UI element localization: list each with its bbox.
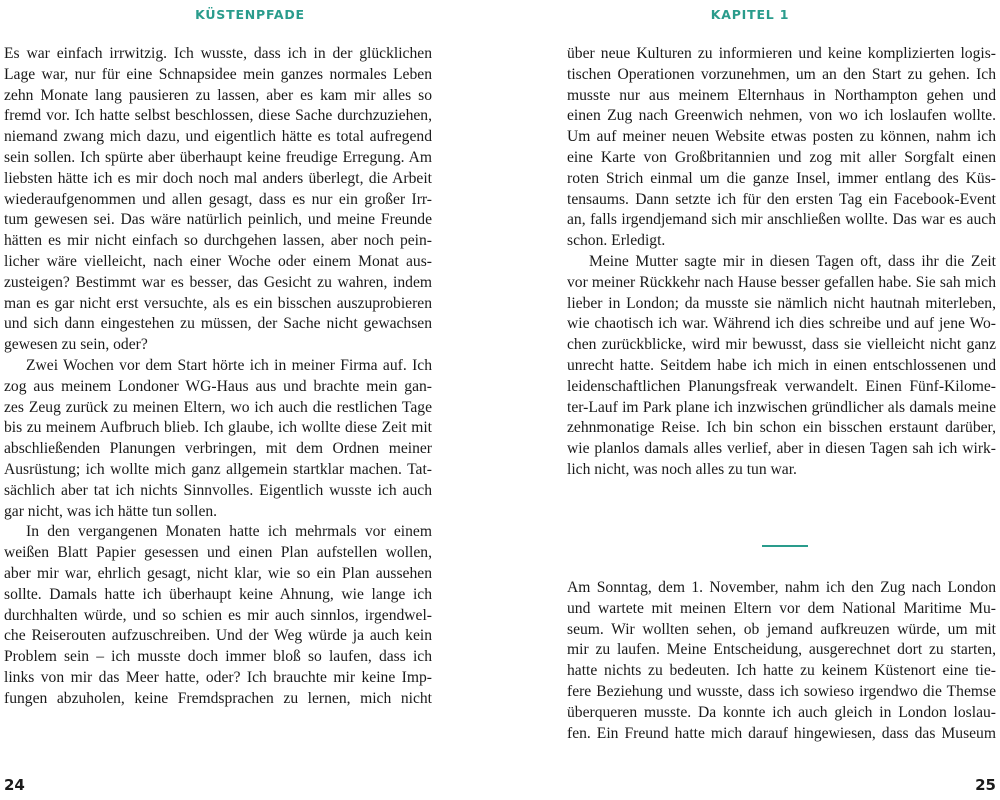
text-line: unrecht hatte. Seitdem habe ich mich in einen entschlossenen und <box>567 356 996 374</box>
text-line: musste nur aus meinem Elternhaus in Northampton gehen und <box>567 86 996 104</box>
text-line: zusteigen? Bestimmt war es besser, das Gesicht zu wahren, indem <box>4 273 432 291</box>
left-page-text <box>4 44 432 710</box>
text-line: Am Sonntag, dem 1. November, nahm ich den Zug nach London <box>567 579 996 596</box>
text-line: hatte nichts zu bedeuten. Ich hatte zu keinem Küstenort eine tie- <box>567 662 996 680</box>
text-line: mir zu laufen. Meine Entscheidung, ausgerechnet dort zu starten, <box>567 641 996 659</box>
text-line: Ausrüstung; ich wollte mich ganz allgemein startklar machen. Tat- <box>4 460 432 478</box>
text-line: weißen Blatt Papier gesessen und einen Plan aufstellen wollen, <box>4 544 432 562</box>
running-head-left: KÜSTENPFADE <box>195 7 305 22</box>
text-line: In den vergangenen Monaten hatte ich mehrmals vor einem <box>26 523 432 541</box>
text-line: Um auf meiner neuen Website etwas posten zu können, nahm ich <box>567 128 996 146</box>
page-number-left: 24 <box>4 776 25 794</box>
text-line: und wartete mit meinen Eltern vor dem National Maritime Mu- <box>567 599 996 617</box>
text-line: sollte. Damals hatte ich überhaupt keine Ahnung, wie lange ich <box>4 585 432 603</box>
page-number-right: 25 <box>975 776 996 794</box>
text-line: über neue Kulturen zu informieren und keine komplizierten logis- <box>567 45 996 62</box>
text-line: sächlich aber tat ich nichts Sinnvolles. Eigentlich wusste ich auch <box>4 481 432 499</box>
text-line: man es gar nicht erst versuchte, als es ein bisschen auszuprobieren <box>4 294 432 312</box>
text-line: licher wäre vielleicht, nach einer Woche oder einem Monat aus- <box>4 252 432 270</box>
text-line: ter-Lauf im Park plane ich inzwischen gründlicher als damals meine <box>567 398 996 416</box>
text-line: lich nicht, was noch alles zu tun war. <box>567 460 797 478</box>
text-line: wiederaufgenommen und allen gesagt, dass es nur ein großer Irr- <box>4 190 432 208</box>
running-head-right: KAPITEL 1 <box>710 7 790 22</box>
text-line: links von mir das Meer hatte, oder? Ich brauchte mir keine Imp- <box>4 668 432 686</box>
text-line: fen. Ein Freund hatte mich darauf hingewiesen, dass das Museum <box>567 724 996 742</box>
text-line: schon. Erledigt. <box>567 232 666 250</box>
text-line: leidenschaftlichen Planungsfreak verwandelt. Einen Fünf-Kilome- <box>567 377 996 395</box>
text-line: aber mir war, ehrlich gesagt, nicht klar, wie so ein Plan aussehen <box>4 564 432 582</box>
text-line: Problem sein – ich musste doch immer bloß so laufen, dass ich <box>4 648 432 666</box>
text-line: an, falls irgendjemand sich mir anschließen wollte. Das war es auch <box>567 211 996 229</box>
text-line: fere Beziehung und wusste, dass ich sowieso irgendwo die Themse <box>567 682 996 700</box>
text-line: lieber in London; da musste sie nämlich nicht hautnah miterleben, <box>567 294 996 312</box>
text-line: seum. Wir wollten sehen, ob jemand aufkreuzen würde, um mit <box>567 620 996 638</box>
text-line: wie chaotisch ich war. Während ich dies schreibe und auf jene Wo- <box>567 315 996 333</box>
text-line: eine Karte von Großbritannien und zog mit aller Sorgfalt einen <box>567 148 996 166</box>
text-line: tum gewesen sei. Das wäre natürlich peinlich, und meine Freunde <box>4 211 432 229</box>
text-line: tischen Operationen vorzunehmen, um an den Start zu gehen. Ich <box>567 65 996 83</box>
text-line: gewesen zu sein, oder? <box>4 336 148 354</box>
text-line: Lage war, nur für eine Schnapsidee mein ganzes normales Leben <box>4 65 432 83</box>
text-line: einen Zug nach Greenwich nehmen, von wo ich loslaufen wollte. <box>567 107 996 125</box>
text-line: bis zu meinem Aufbruch blieb. Ich glaube, ich wollte diese Zeit mit <box>4 419 432 437</box>
text-line: durchhalten würde, und so schien es mir auch sinnlos, irgendwel- <box>4 606 432 624</box>
text-line: vor meiner Rückkehr nach Hause besser gefallen habe. Sie sah mich <box>567 273 996 291</box>
text-line: zes Zeug zurück zu meinen Eltern, wo ich auch die restlichen Tage <box>4 398 432 416</box>
text-line: tensaums. Dann setzte ich für den ersten Tag ein Facebook-Event <box>567 190 996 208</box>
text-line: zog aus meinem Londoner WG-Haus aus und brachte mein gan- <box>4 377 432 395</box>
text-line: fungen abzuholen, keine Fremdsprachen zu lernen, mich nicht <box>4 689 432 707</box>
text-line: abschließenden Planungen verbringen, mit dem Ordnen meiner <box>4 440 432 458</box>
text-line: Meine Mutter sagte mir in diesen Tagen oft, dass ihr die Zeit <box>589 252 996 270</box>
right-page-text-bottom <box>567 578 996 744</box>
text-line: sein sollen. Ich spürte aber überhaupt keine freudige Erregung. Am <box>4 148 432 166</box>
text-line: liebsten hätte ich es mir doch noch mal anders überlegt, die Arbeit <box>4 169 432 187</box>
text-line: chen zurückblicke, wird mir bewusst, dass sie vielleicht nicht ganz <box>567 336 996 354</box>
text-line: hätten es mir nicht einfach so durchgehen lassen, aber noch pein- <box>4 232 432 250</box>
text-line: überqueren musste. Da konnte ich auch gleich in London loslau- <box>567 703 996 721</box>
text-line: zehnmonatige Reise. Ich bin schon ein bisschen erstaunt darüber, <box>567 419 996 437</box>
text-line: zehn Monate lang pausieren zu lassen, aber es kam mir alles so <box>4 86 432 104</box>
right-page <box>500 0 1000 800</box>
text-line: roten Strich einmal um die ganze Insel, immer entlang des Küs- <box>567 169 996 187</box>
text-line: che Reiserouten aufzuschreiben. Und der Weg würde ja auch kein <box>4 627 432 645</box>
text-line: und sich dann eingestehen zu müssen, der Sache nicht gewachsen <box>4 315 432 333</box>
text-line: Es war einfach irrwitzig. Ich wusste, dass ich in der glücklichen <box>4 45 432 62</box>
text-line: gar nicht, was ich hätte tun sollen. <box>4 502 218 520</box>
section-divider <box>762 545 808 547</box>
right-page-text-top <box>567 44 996 481</box>
text-line: niemand zwang mich dazu, und eigentlich hätte es total aufregend <box>4 128 432 146</box>
text-line: fremd vor. Ich hatte selbst beschlossen, diese Sache durchzuziehen, <box>4 107 432 125</box>
text-line: wie planlos damals alles verlief, aber in diesen Tagen sah ich wirk- <box>567 440 996 458</box>
text-line: Zwei Wochen vor dem Start hörte ich in meiner Firma auf. Ich <box>26 356 432 374</box>
